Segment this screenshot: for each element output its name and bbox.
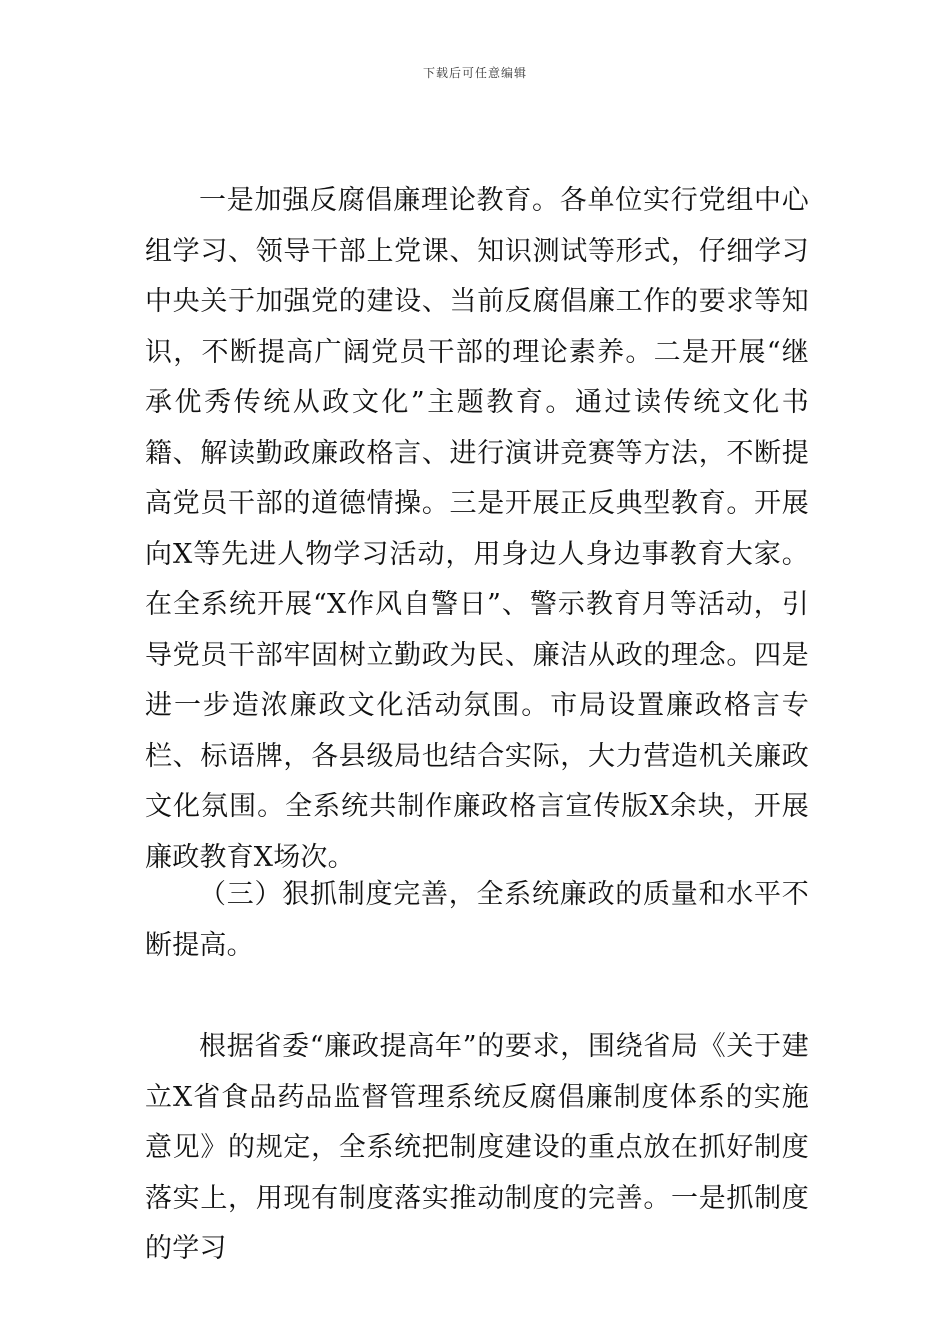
body-paragraph-1: 一是加强反腐倡廉理论教育。各单位实行党组中心组学习、领导干部上党课、知识测试等形式，仔细学习中央关于加强党的建设、当前反腐倡廉工作的要求等知识，不断提高广阔党员干部的理论素养。二是开展“继承优秀传统从政文化”主题教育。通过读传统文化书籍、解读勤政廉政格言、进行演讲竞赛等方法，不断提高党员干部的道德情操。三是开展正反典型教育。开展向X等先进人物学习活动，用身边人身边事教育大家。在全系统开展“X作风自警日”、警示教育月等活动，引导党员干部牢固树立勤政为民、廉洁从政的理念。四是进一步造浓廉政文化活动氛围。市局设置廉政格言专栏、标语牌，各县级局也结合实际，大力营造机关廉政文化氛围。全系统共制作廉政格言宣传版X余块，开展廉政教育X场次。: [145, 185, 809, 873]
section-heading-3: （三）狠抓制度完善，全系统廉政的质量和水平不断提高。: [145, 879, 809, 961]
body-paragraph-2: 根据省委“廉政提高年”的要求，围绕省局《关于建立X省食品药品监督管理系统反腐倡廉制度体系的实施意见》的规定，全系统把制度建设的重点放在抓好制度落实上，用现有制度落实推动制度的完善。一是抓制度的学习: [145, 1031, 809, 1264]
header-note: 下载后可任意编辑: [422, 66, 527, 80]
